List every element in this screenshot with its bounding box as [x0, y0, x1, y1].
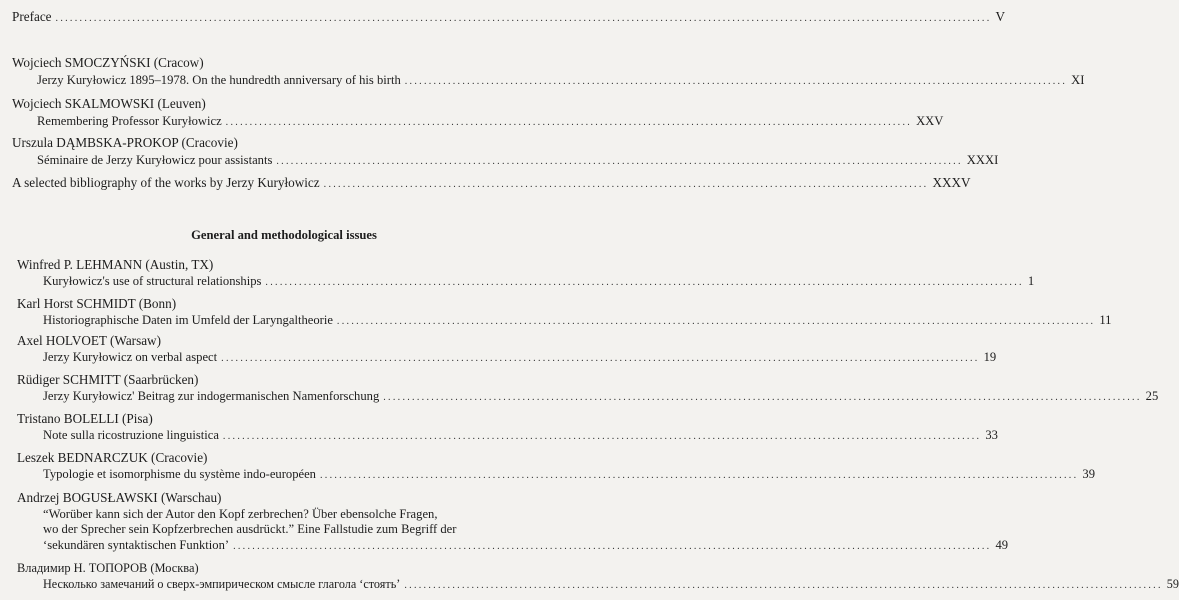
entry-title: Remembering Professor Kuryłowicz: [37, 114, 222, 128]
page-number: 33: [985, 428, 998, 442]
preface-entry[interactable]: [12, 9, 1006, 27]
page-number: 1: [1027, 274, 1035, 288]
page-number: 19: [983, 350, 997, 364]
page-number: 11: [1099, 313, 1112, 327]
page-number: 25: [1145, 389, 1159, 403]
title-line: [43, 537, 1009, 555]
leader-dots: ..............................................................................................................................................................: [336, 316, 1096, 327]
bibliography-entry[interactable]: [12, 175, 971, 193]
entry-title: Jerzy Kuryłowicz' Beitrag zur indogermanischen Namenforschung: [43, 389, 380, 403]
leader-dots: ..............................................................................................................................................................: [319, 470, 1079, 481]
page-number: XXXI: [966, 153, 999, 167]
entry-title: Note sulla ricostruzione linguistica: [43, 428, 219, 442]
entry-title: Jerzy Kuryłowicz on verbal aspect: [43, 350, 218, 364]
title-line: [43, 312, 1112, 330]
leader-dots: ..............................................................................................................................................................: [233, 541, 992, 552]
entry-title: Несколько замечаний о сверх-эмпирическом смысле глагола ‘стоять’: [43, 577, 401, 591]
author-line: Winfred P. LEHMANN (Austin, TX): [17, 257, 214, 272]
page-number: V: [995, 9, 1006, 24]
entry-title: Jerzy Kuryłowicz 1895–1978. On the hundredth anniversary of his birth: [37, 73, 401, 87]
leader-dots: ...............................................................................................................................................: [276, 156, 963, 167]
bibliography-title: A selected bibliography of the works by Jerzy Kuryłowicz: [12, 175, 320, 190]
author-line: Владимир Н. ТОПОРОВ (Москва): [17, 561, 199, 575]
entry-title: Typologie et isomorphisme du système indo-européen: [43, 467, 316, 481]
author-line: Axel HOLVOET (Warsaw): [17, 333, 161, 348]
leader-dots: ..............................................................................................................................................................: [222, 431, 982, 442]
entry-title: Séminaire de Jerzy Kuryłowicz pour assistants: [37, 153, 273, 167]
page-number: 59: [1166, 577, 1179, 591]
author-line: Karl Horst SCHMIDT (Bonn): [17, 296, 177, 311]
page-number: 49: [995, 538, 1009, 552]
author-line: Andrzej BOGUSŁAWSKI (Warschau): [17, 490, 222, 505]
author-line: Leszek BEDNARCZUK (Cracovie): [17, 450, 208, 465]
leader-dots: ..........................................................................................................................................: [404, 76, 1068, 87]
preface-title: Preface: [12, 9, 52, 24]
title-line: [43, 427, 998, 445]
title-line: [43, 349, 997, 367]
page-number: 39: [1082, 467, 1095, 481]
leader-dots: ..............................................................................................................................................................: [265, 277, 1024, 288]
title-line: [37, 72, 1085, 90]
title-line: [43, 388, 1159, 406]
page-number: XXV: [916, 114, 944, 128]
entry-title: Historiographische Daten im Umfeld der Laryngaltheorie: [43, 313, 333, 327]
leader-dots: ...............................................................................................................................................: [225, 117, 913, 128]
entry-title: Kuryłowicz's use of structural relationships: [43, 274, 262, 288]
title-line: [43, 466, 1095, 484]
author-line: Wojciech SMOCZYŃSKI (Cracow): [12, 55, 204, 70]
entry-title: ‘sekundären syntaktischen Funktion’: [43, 538, 230, 552]
author-line: Wojciech SKALMOWSKI (Leuven): [12, 96, 206, 111]
title-line: wo der Sprecher sein Kopfzerbrechen ausdrückt.” Eine Fallstudie zum Begriff der: [43, 522, 457, 536]
leader-dots: ..............................................................................................................................................................: [404, 580, 1163, 591]
author-line: Rüdiger SCHMITT (Saarbrücken): [17, 372, 199, 387]
leader-dots: ...................................................................................................................................................................................................: [55, 13, 992, 24]
title-line: [43, 273, 1035, 291]
author-line: Urszula DĄMBSKA-PROKOP (Cracovie): [12, 135, 238, 150]
leader-dots: ..............................................................................................................................................................: [383, 392, 1142, 403]
title-line: “Worüber kann sich der Autor den Kopf zerbrechen? Über ebensolche Fragen,: [43, 507, 438, 521]
page-number: XI: [1071, 73, 1085, 87]
section-heading: General and methodological issues: [191, 228, 377, 242]
leader-dots: ..............................................................................................................................: [323, 179, 929, 190]
title-line: [43, 576, 1179, 594]
leader-dots: ..............................................................................................................................................................: [221, 353, 980, 364]
title-line: [37, 113, 944, 131]
page-number: XXXV: [932, 175, 971, 190]
author-line: Tristano BOLELLI (Pisa): [17, 411, 153, 426]
title-line: [37, 152, 999, 170]
